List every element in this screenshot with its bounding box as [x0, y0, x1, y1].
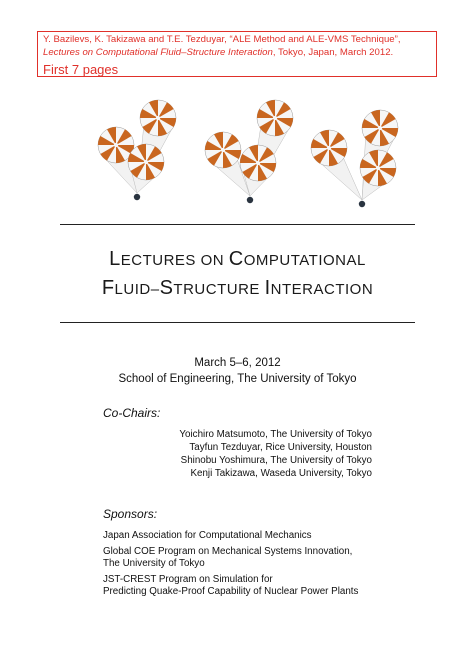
event-venue: School of Engineering, The University of Tokyo [118, 373, 357, 385]
sponsors-list [103, 530, 358, 602]
payload [359, 201, 365, 207]
cochairs-label: Co-Chairs: [103, 406, 161, 420]
cochair-name: Tayfun Tezduyar, Rice University, Houston [189, 442, 372, 453]
title-line-1: LECTURES ON COMPUTATIONAL [109, 248, 366, 270]
payload [134, 194, 140, 200]
parachute-canopy [257, 100, 293, 136]
parachute-canopy [128, 144, 164, 180]
citation-notice-box [37, 31, 437, 77]
parachute-canopy [140, 100, 176, 136]
parachute-cluster-illustration [0, 90, 474, 220]
parachute-canopy [360, 150, 396, 186]
event-date: March 5–6, 2012 [194, 357, 281, 369]
citation-book-title: Lectures on Computational Fluid–Structure Interaction [43, 46, 273, 58]
bottom-rule [60, 322, 415, 323]
cochair-name: Kenji Takizawa, Waseda University, Tokyo [190, 468, 372, 479]
cochairs-list [179, 428, 372, 480]
title-line-2: FLUID–STRUCTURE INTERACTION [101, 277, 374, 299]
parachute-canopy [205, 132, 241, 168]
first-pages-note: First 7 pages [43, 62, 119, 77]
parachute-canopy [362, 110, 398, 146]
citation-line-2 [43, 47, 431, 60]
payload [247, 197, 253, 203]
citation-location: , Tokyo, Japan, March 2012. [272, 46, 394, 58]
sponsors-label: Sponsors: [103, 507, 158, 521]
top-rule [60, 224, 415, 225]
sponsor-item: JST-CREST Program on Simulation for Predicting Quake-Proof Capability of Nuclear Power Plants [103, 573, 359, 597]
sponsor-item: Japan Association for Computational Mechanics [103, 530, 312, 541]
parachute-canopy [311, 130, 347, 166]
citation-line-1: Y. Bazilevs, K. Takizawa and T.E. Tezduyar, “ALE Method and ALE-VMS Technique”, [43, 34, 401, 45]
cochair-name: Yoichiro Matsumoto, The University of Tokyo [179, 429, 372, 440]
parachute-canopy [240, 145, 276, 181]
sponsor-item: Global COE Program on Mechanical Systems Innovation, The University of Tokyo [103, 545, 353, 569]
cochair-name: Shinobu Yoshimura, The University of Tokyo [180, 455, 372, 466]
